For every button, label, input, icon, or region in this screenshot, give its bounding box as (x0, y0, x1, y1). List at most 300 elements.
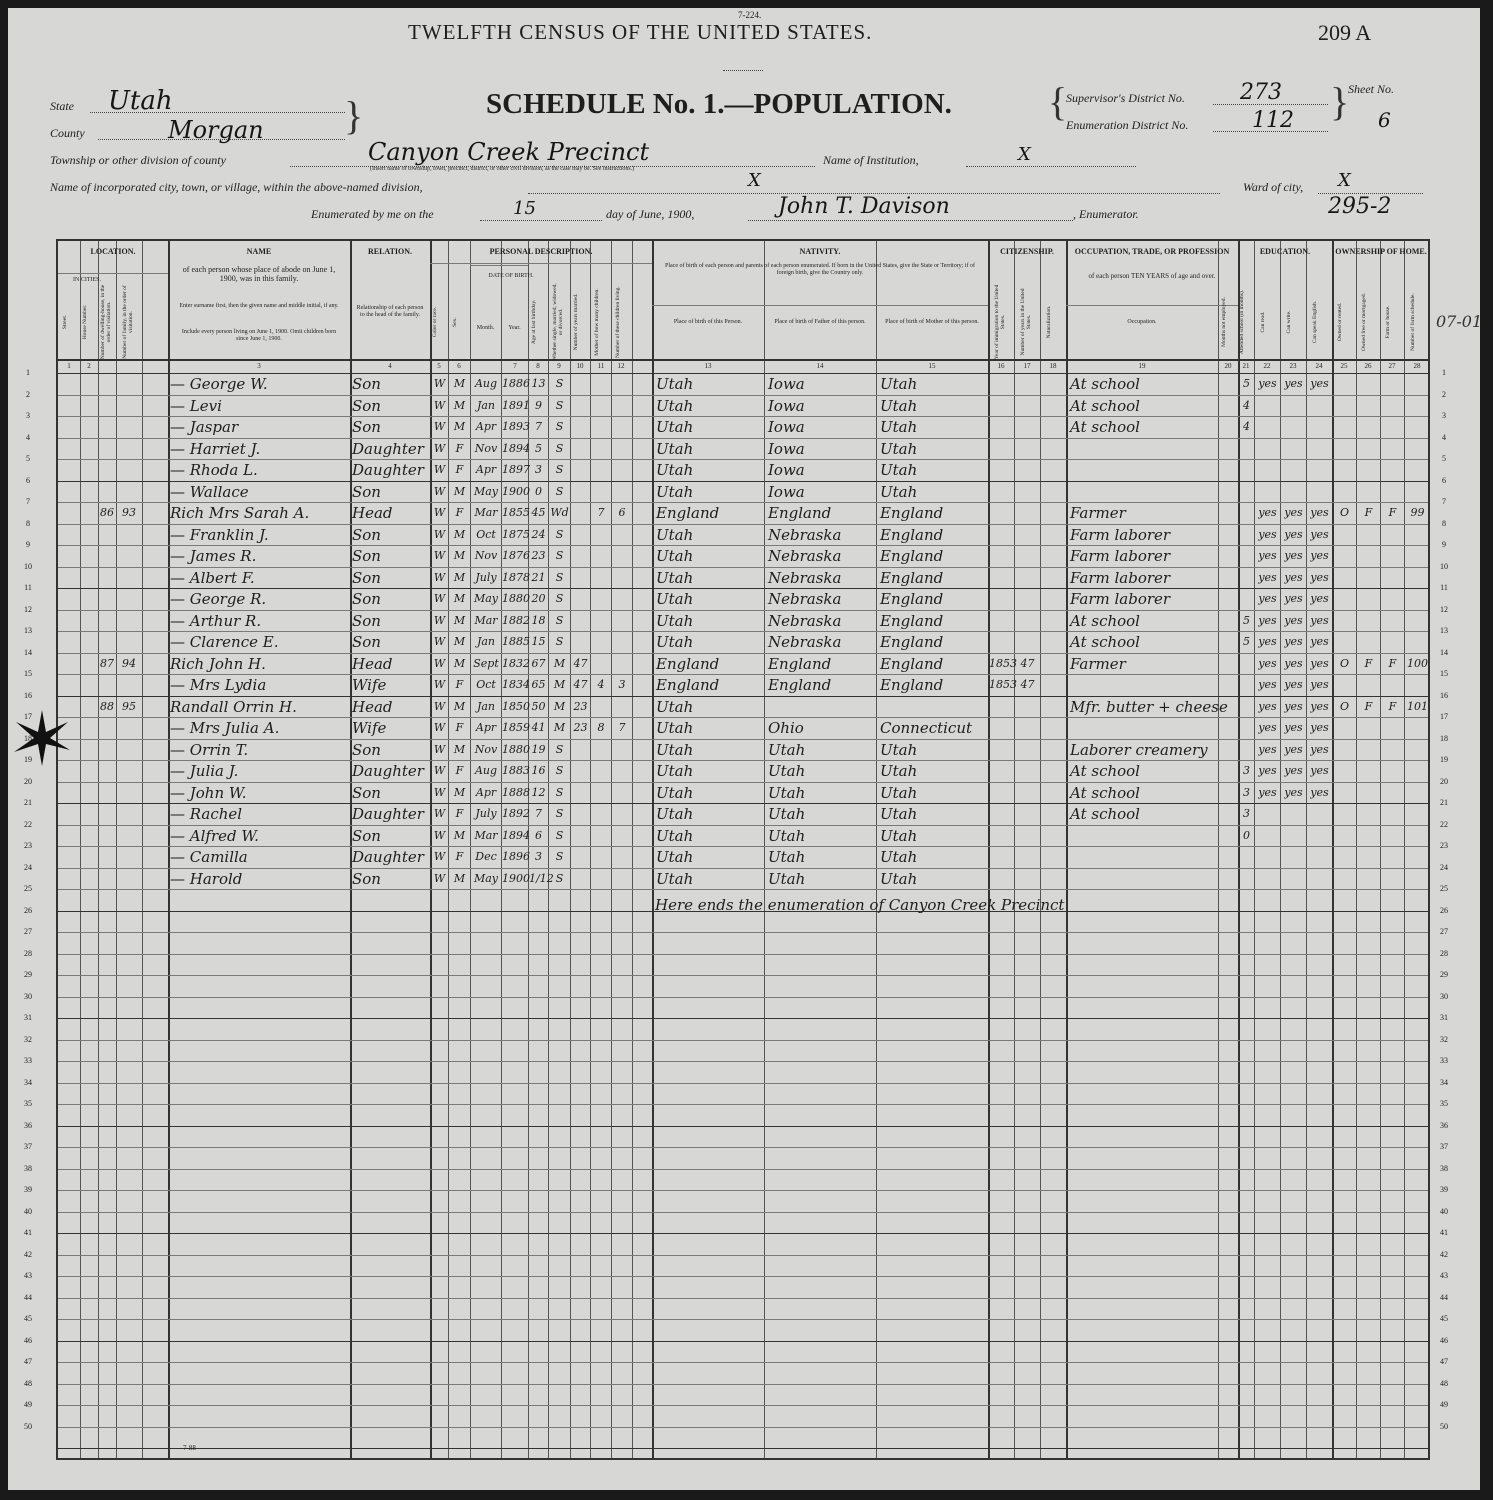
name-inst2: Include every person living on June 1, 1900. Omit children born since June 1, 1900. (181, 329, 337, 342)
cell-occ: At school (1070, 611, 1140, 630)
cell-sex: M (453, 699, 466, 713)
cell-bf: Utah (768, 762, 806, 780)
row-number-right: 15 (1440, 669, 1448, 678)
row-divider (58, 1255, 1428, 1256)
cell-rel: Wife (352, 676, 387, 694)
cell-bf: Nebraska (768, 525, 842, 544)
column-number: 16 (997, 362, 1005, 370)
row-number-left: 30 (24, 991, 32, 1001)
column-number: 6 (457, 362, 461, 370)
column-number: 5 (437, 362, 441, 370)
cell-name: — Rachel (170, 805, 243, 823)
cell-wr: yes (1284, 506, 1303, 519)
row-divider (58, 825, 1428, 826)
row-number-left: 18 (24, 733, 32, 743)
cell-bf: Iowa (768, 439, 805, 458)
cell-name: — Alfred W. (170, 826, 259, 845)
cell-occ: At school (1070, 375, 1140, 393)
cell-col: W (433, 828, 446, 842)
subheader-age: Age at last birthday. (531, 299, 537, 345)
column-number: 7 (513, 362, 517, 370)
row-number-left: 24 (24, 862, 32, 872)
row-number-right: 19 (1440, 755, 1448, 764)
row-number-left: 2 (26, 389, 30, 399)
row-divider (58, 1405, 1428, 1406)
cell-occ: At school (1070, 633, 1140, 651)
cell-age: 15 (531, 635, 546, 648)
cell-yr: 1834 (502, 678, 530, 691)
cell-rd: yes (1258, 742, 1277, 756)
punch-mark-icon (12, 708, 72, 768)
cell-fh: F (1388, 699, 1397, 713)
state-label: State (50, 99, 74, 113)
subheader-family: Number of family, in the order of visitation. (122, 285, 134, 359)
row-number-left: 15 (24, 669, 32, 678)
cell-occ: Farm laborer (1070, 590, 1171, 608)
row-divider (58, 803, 1428, 804)
row-divider (58, 846, 1428, 847)
cell-rel: Son (352, 783, 381, 802)
row-number-right: 29 (1440, 970, 1448, 979)
cell-rel: Wife (352, 719, 387, 737)
cell-mon: May (473, 592, 499, 605)
cell-sex: M (453, 656, 466, 670)
cell-en: yes (1310, 592, 1329, 605)
cell-sex: M (453, 828, 466, 842)
row-divider (58, 1018, 1428, 1019)
row-divider (58, 739, 1428, 740)
cell-fam: 95 (122, 699, 136, 713)
institution-line (966, 166, 1136, 167)
cell-col: W (433, 441, 446, 455)
cell-mar: S (555, 764, 564, 777)
cell-age: 7 (535, 420, 542, 433)
row-number-left: 43 (24, 1271, 32, 1280)
cell-yr: 1876 (502, 549, 530, 562)
subheader-month: Month. (476, 325, 495, 331)
cell-mon: Apr (475, 420, 497, 433)
cell-mon: May (473, 484, 499, 498)
cell-mar: S (555, 592, 564, 605)
census-title: TWELFTH CENSUS OF THE UNITED STATES. (408, 20, 873, 44)
cell-sex: F (455, 441, 464, 455)
header-divider (652, 305, 988, 306)
row-divider (58, 1212, 1428, 1213)
row-number-right: 12 (1440, 604, 1448, 614)
cell-mon: July (475, 807, 497, 820)
column-number: 23 (1289, 362, 1297, 370)
cell-age: 1/12 (529, 871, 554, 885)
cell-sch: 3 (1243, 764, 1250, 777)
cell-fs: 101 (1407, 699, 1428, 713)
row-number-right: 18 (1440, 733, 1448, 743)
row-divider (58, 997, 1428, 998)
cell-rd: yes (1258, 635, 1277, 648)
cell-rd: yes (1258, 377, 1277, 390)
row-divider (58, 1147, 1428, 1148)
cell-col: W (433, 484, 446, 498)
row-number-right: 7 (1442, 497, 1446, 506)
row-number-left: 10 (24, 561, 32, 571)
cell-wr: yes (1284, 721, 1303, 734)
cell-age: 3 (535, 463, 542, 476)
cell-mar: Wd (550, 506, 569, 519)
cell-bm: England (880, 547, 944, 565)
cell-mo: 8 (597, 721, 605, 734)
cell-bm: England (880, 525, 944, 544)
cell-yr: 1900 (502, 871, 530, 885)
cell-sex: M (453, 527, 466, 541)
row-number-right: 2 (1442, 389, 1446, 399)
column-number: 18 (1049, 362, 1057, 370)
row-number-right: 42 (1440, 1249, 1448, 1259)
cell-sex: M (453, 871, 466, 885)
cell-col: W (433, 656, 446, 670)
group-ownership: OWNERSHIP OF HOME. (1335, 247, 1427, 256)
subheader-years-married: Number of years married. (573, 293, 579, 351)
cell-name: — George R. (170, 590, 267, 608)
cell-bm: Utah (880, 848, 918, 866)
cell-bp: Utah (656, 568, 694, 587)
row-divider (58, 1233, 1428, 1234)
column-number: 24 (1315, 362, 1323, 370)
row-divider (58, 696, 1428, 697)
row-number-right: 23 (1440, 841, 1448, 850)
group-education: EDUCATION. (1259, 247, 1311, 256)
cell-bp: Utah (656, 740, 694, 759)
row-number-left: 6 (26, 475, 30, 485)
subheader-farm-schedule: Number of farm schedule. (1410, 293, 1416, 351)
cell-name: — James R. (170, 547, 257, 565)
cell-yr: 1878 (502, 570, 530, 584)
row-number-left: 3 (26, 411, 30, 420)
cell-rel: Son (352, 568, 381, 587)
ward-label: Ward of city, (1243, 180, 1304, 194)
row-divider (58, 524, 1428, 525)
cell-sex: F (455, 678, 464, 691)
cell-mon: Mar (474, 828, 498, 842)
cell-age: 6 (535, 828, 542, 842)
column-number: 20 (1224, 362, 1232, 370)
cell-rd: yes (1258, 506, 1277, 519)
cell-yr: 1875 (502, 527, 530, 541)
cell-fh: F (1388, 506, 1397, 519)
row-number-right: 5 (1442, 454, 1446, 463)
row-number-left: 13 (24, 626, 32, 635)
cell-rel: Daughter (352, 848, 424, 866)
subheader-owned-rented: Owned or rented. (1337, 302, 1343, 342)
cell-mar: S (555, 785, 564, 799)
cell-bm: Utah (880, 375, 918, 393)
row-divider (58, 717, 1428, 718)
column-number: 17 (1023, 362, 1031, 370)
cell-mar: S (555, 420, 564, 433)
row-number-left: 5 (26, 454, 30, 463)
row-number-right: 39 (1440, 1185, 1448, 1194)
row-number-right: 24 (1440, 862, 1448, 872)
cell-ym: 23 (573, 699, 588, 713)
column-number: 1 (67, 362, 71, 370)
cell-mon: Dec (475, 850, 497, 863)
cell-bp: Utah (656, 869, 694, 888)
institution-value: X (1018, 144, 1031, 165)
cell-bf: Nebraska (768, 633, 842, 651)
cell-sex: F (455, 506, 464, 519)
cell-age: 45 (531, 506, 546, 519)
row-number-right: 44 (1440, 1292, 1448, 1302)
cell-en: yes (1310, 549, 1329, 562)
cell-bf: Iowa (768, 375, 805, 393)
cell-mon: Apr (475, 785, 497, 799)
cell-rd: yes (1258, 764, 1277, 777)
group-location: LOCATION. (90, 247, 136, 256)
row-number-right: 8 (1442, 518, 1446, 528)
cell-bf: Nebraska (768, 590, 842, 608)
cell-bp: England (656, 504, 720, 522)
cell-name: — Wallace (170, 482, 249, 501)
cell-sex: M (453, 785, 466, 799)
cell-own: O (1339, 506, 1350, 519)
row-number-left: 34 (24, 1077, 32, 1087)
row-divider (58, 868, 1428, 869)
cell-rd: yes (1258, 678, 1277, 691)
row-divider (58, 1169, 1428, 1170)
row-number-left: 17 (24, 712, 32, 721)
cell-mon: Aug (474, 764, 498, 777)
cell-mon: Apr (475, 721, 497, 734)
row-number-left: 20 (24, 776, 32, 786)
row-divider (58, 416, 1428, 417)
cell-mar: M (553, 656, 566, 670)
group-citizenship: CITIZENSHIP. (1000, 247, 1054, 256)
cell-col: W (433, 850, 446, 863)
cell-yr: 1892 (502, 807, 530, 820)
cell-wr: yes (1284, 699, 1303, 713)
row-divider (58, 1083, 1428, 1084)
cell-bf: Ohio (768, 719, 804, 737)
row-number-right: 40 (1440, 1206, 1448, 1216)
cell-sex: F (455, 463, 464, 476)
cell-sch: 5 (1243, 635, 1250, 648)
row-number-left: 1 (26, 368, 30, 377)
subheader-birth-person: Place of birth of this Person. (673, 319, 743, 325)
cell-en: yes (1310, 678, 1329, 691)
cell-mon: Mar (474, 613, 498, 627)
row-number-left: 46 (24, 1335, 32, 1345)
cell-mon: Sept (473, 656, 499, 670)
cell-yr: 1897 (502, 463, 530, 476)
cell-sex: F (455, 850, 464, 863)
cell-yr: 1891 (502, 398, 530, 412)
header-divider (430, 263, 652, 264)
row-divider (58, 782, 1428, 783)
cell-bp: Utah (656, 719, 694, 737)
cell-sex: M (453, 549, 466, 562)
cell-bm: England (880, 654, 944, 673)
row-divider (58, 438, 1428, 439)
city-value: X (748, 170, 761, 191)
cell-fam: 94 (122, 656, 136, 670)
cell-occ: Farmer (1070, 504, 1126, 522)
cell-col: W (433, 549, 446, 562)
cell-yr: 1886 (502, 377, 530, 390)
subheader-immigration: Year of immigration to the United States. (994, 284, 1006, 360)
cell-wr: yes (1284, 527, 1303, 541)
cell-occ: Farmer (1070, 654, 1126, 673)
cell-yr: 1855 (502, 506, 530, 519)
cell-sex: M (453, 635, 466, 648)
cell-bf: Utah (768, 869, 806, 888)
column-number: 10 (576, 362, 584, 370)
enumerated-day-line (480, 220, 602, 221)
cell-mon: Aug (474, 377, 498, 390)
header-divider (1066, 305, 1238, 306)
cell-bm: Utah (880, 418, 918, 436)
cell-age: 23 (531, 549, 546, 562)
cell-ym: 47 (573, 656, 588, 670)
cell-en: yes (1310, 656, 1329, 670)
row-number-right: 27 (1440, 927, 1448, 936)
row-number-right: 6 (1442, 475, 1446, 485)
subheader-marital: Whether single, married, widowed, or divorced. (552, 283, 564, 361)
cell-mar: M (553, 721, 566, 734)
cell-rel: Daughter (352, 439, 424, 458)
cell-yr: 1888 (502, 785, 530, 799)
row-number-right: 21 (1440, 798, 1448, 807)
row-divider (58, 889, 1428, 890)
row-number-right: 50 (1440, 1421, 1448, 1431)
row-number-left: 9 (26, 540, 30, 549)
row-divider (58, 1276, 1428, 1277)
cell-fm: F (1364, 699, 1373, 713)
cell-sex: F (455, 764, 464, 777)
subheader-can-speak-english: Can speak English. (1312, 300, 1318, 344)
cell-bf: Nebraska (768, 611, 842, 630)
cell-bm: England (880, 676, 944, 694)
cell-bf: Iowa (768, 482, 805, 501)
row-divider (58, 545, 1428, 546)
cell-rel: Head (352, 654, 393, 673)
cell-wr: yes (1284, 764, 1303, 777)
row-number-left: 33 (24, 1056, 32, 1065)
cell-dw: 88 (100, 699, 114, 713)
subheader-house-number: House Number. (82, 304, 88, 340)
enumerated-day: 15 (513, 198, 536, 219)
cell-bm: Utah (880, 482, 918, 501)
cell-bp: Utah (656, 805, 694, 823)
corner-note: 295-2 (1328, 194, 1392, 219)
cell-name: — George W. (170, 375, 268, 393)
cell-rd: yes (1258, 527, 1277, 541)
row-number-right: 34 (1440, 1077, 1448, 1087)
cell-mar: S (555, 850, 564, 863)
cell-lv: 7 (618, 721, 626, 734)
cell-rel: Daughter (352, 461, 424, 479)
cell-rel: Daughter (352, 805, 424, 823)
cell-rel: Son (352, 375, 381, 393)
cell-bf: Utah (768, 848, 806, 866)
row-divider (58, 588, 1428, 589)
row-number-right: 47 (1440, 1357, 1448, 1366)
cell-bf: Utah (768, 740, 806, 759)
cell-age: 9 (535, 398, 542, 412)
cell-sex: M (453, 377, 466, 390)
cell-bp: Utah (656, 783, 694, 802)
column-number: 13 (704, 362, 712, 370)
cell-name: — Mrs Lydia (170, 676, 267, 694)
cell-name: — Arthur R. (170, 611, 262, 630)
cell-col: W (433, 721, 446, 734)
row-divider (58, 373, 1428, 374)
enumerated-suffix: day of June, 1900, (606, 207, 695, 221)
cell-col: W (433, 592, 446, 605)
cell-mon: Nov (474, 441, 498, 455)
cell-bf: England (768, 676, 832, 694)
cell-name: — Franklin J. (170, 525, 269, 544)
cell-fs: 99 (1410, 506, 1425, 519)
cell-mar: S (555, 871, 564, 885)
cell-mar: S (555, 635, 564, 648)
cell-name: — Harriet J. (170, 439, 261, 458)
district-brace-right: } (1330, 79, 1350, 124)
row-number-right: 33 (1440, 1056, 1448, 1065)
cell-sch: 4 (1243, 420, 1250, 433)
group-name: NAME (246, 247, 272, 256)
title-ornament (723, 70, 763, 71)
cell-yr: 1893 (502, 420, 530, 433)
row-number-left: 8 (26, 518, 30, 528)
enumerator-line (748, 220, 1073, 221)
cell-bm: Utah (880, 740, 918, 759)
subheader-mother-of: Mother of how many children. (593, 288, 600, 356)
cell-rel: Son (352, 525, 381, 544)
subheader-can-read: Can read. (1260, 311, 1266, 333)
cell-bp: Utah (656, 375, 694, 393)
cell-bp: Utah (656, 611, 694, 630)
name-desc: of each person whose place of abode on June 1, 1900, was in this family. (182, 265, 336, 283)
row-divider (58, 610, 1428, 611)
column-number: 27 (1388, 362, 1396, 370)
enumerated-prefix: Enumerated by me on the (311, 207, 434, 221)
cell-fm: F (1364, 506, 1373, 519)
cell-en: yes (1310, 785, 1329, 799)
schedule-title: SCHEDULE No. 1.—POPULATION. (486, 88, 952, 120)
cell-sch: 3 (1243, 785, 1250, 799)
cell-bm: England (880, 504, 944, 522)
cell-mon: Jan (476, 699, 496, 713)
subheader-attended-school: Attended school (in months). (1239, 289, 1245, 355)
cell-imm: 1853 (989, 678, 1017, 691)
cell-ym: 23 (573, 721, 588, 734)
cell-rel: Son (352, 482, 381, 501)
row-number-left: 41 (24, 1228, 32, 1237)
row-number-right: 25 (1440, 884, 1448, 893)
cell-mar: S (555, 742, 564, 756)
cell-bp: Utah (656, 697, 694, 716)
row-divider (58, 1427, 1428, 1428)
cell-bm: Utah (880, 461, 918, 479)
cell-en: yes (1310, 570, 1329, 584)
row-divider (58, 459, 1428, 460)
row-number-left: 44 (24, 1292, 32, 1302)
row-number-right: 32 (1440, 1034, 1448, 1044)
cell-wr: yes (1284, 635, 1303, 648)
row-number-right: 3 (1442, 411, 1446, 420)
cell-bp: Utah (656, 590, 694, 608)
cell-en: yes (1310, 635, 1329, 648)
cell-rel: Son (352, 418, 381, 436)
row-number-left: 21 (24, 798, 32, 807)
